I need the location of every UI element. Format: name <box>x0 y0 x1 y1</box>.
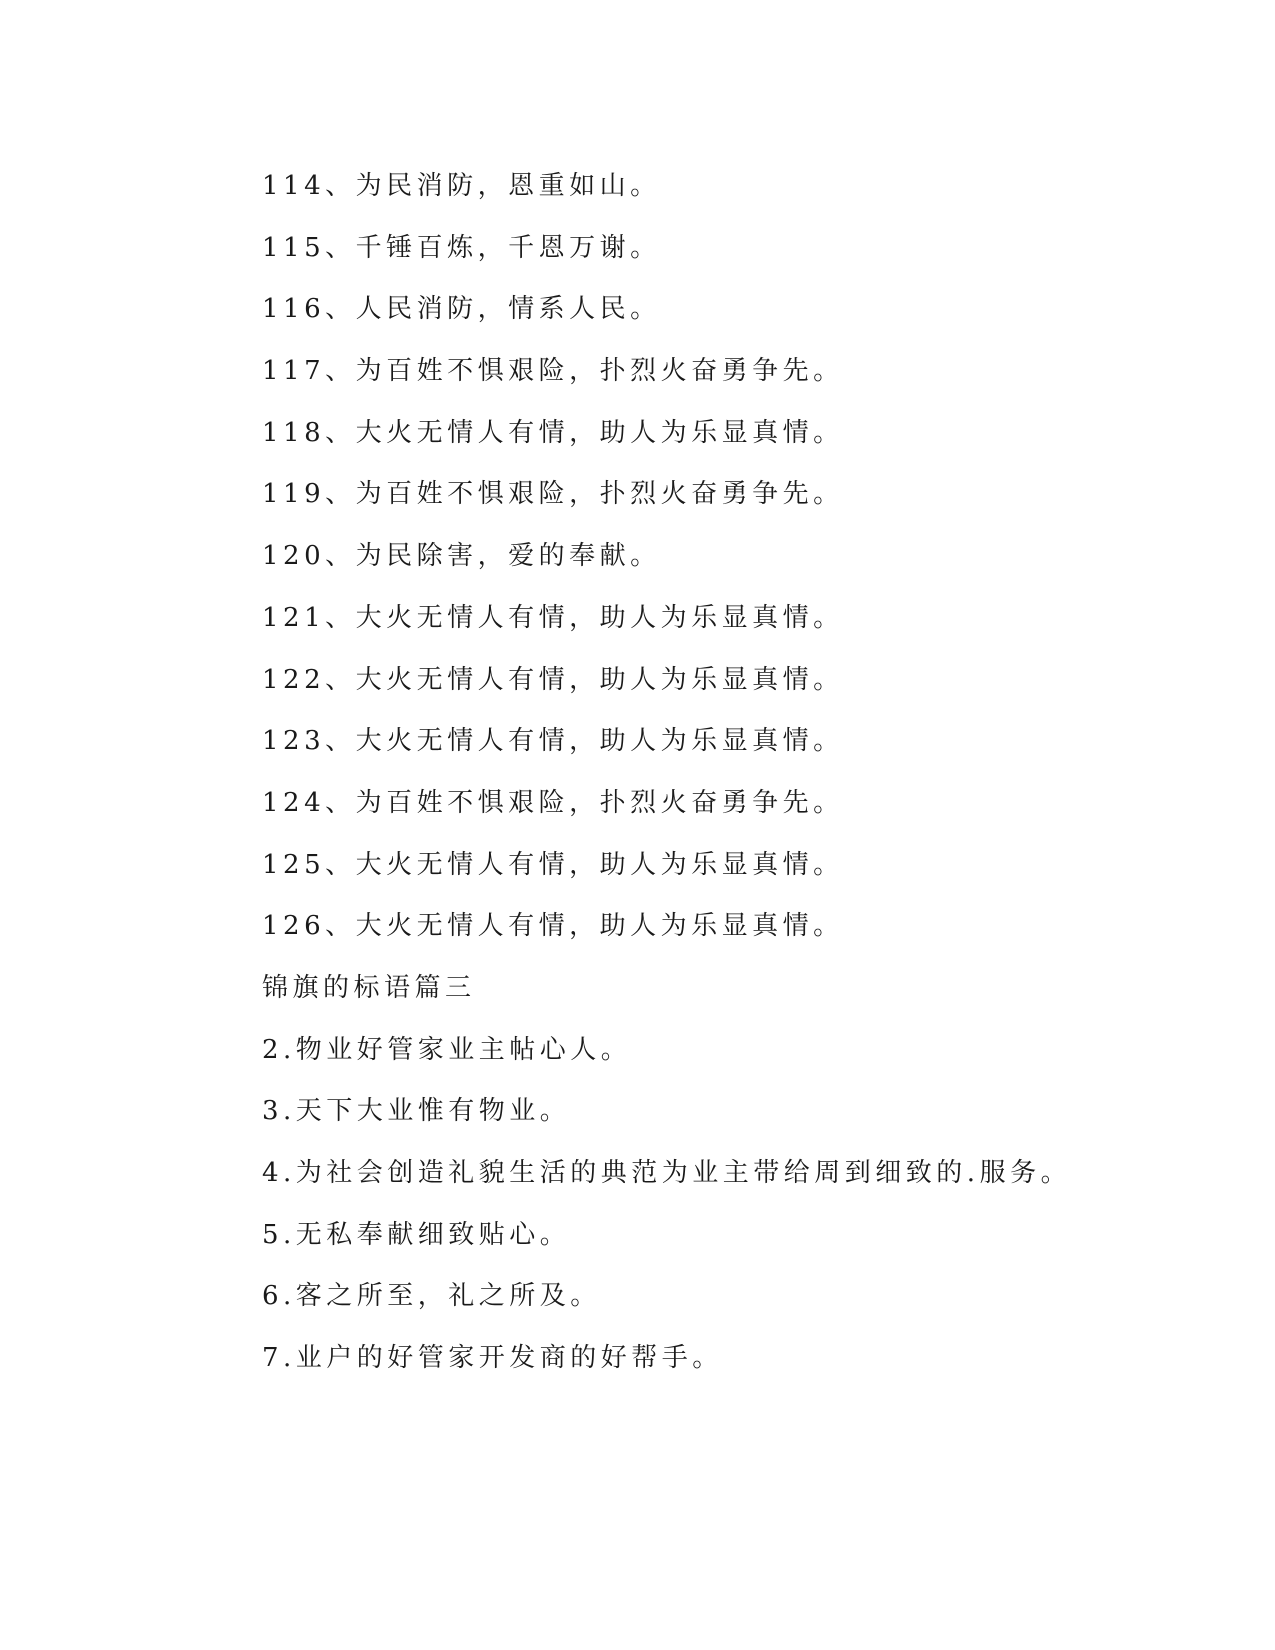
slogan-line-126: 126、大火无情人有情，助人为乐显真情。 <box>262 911 844 942</box>
slogan-line-3: 3.天下大业惟有物业。 <box>262 1096 571 1127</box>
slogan-line-119: 119、为百姓不惧艰险，扑烈火奋勇争先。 <box>262 479 844 510</box>
slogan-line-4: 4.为社会创造礼貌生活的典范为业主带给周到细致的.服务。 <box>262 1158 1072 1188</box>
section-heading: 锦旗的标语篇三 <box>262 972 476 1003</box>
slogan-line-6: 6.客之所至，礼之所及。 <box>262 1281 601 1312</box>
slogan-line-7: 7.业户的好管家开发商的好帮手。 <box>262 1343 723 1374</box>
slogan-line-115: 115、千锤百炼，千恩万谢。 <box>262 232 661 263</box>
slogan-line-125: 125、大火无情人有情，助人为乐显真情。 <box>262 849 844 880</box>
slogan-line-122: 122、大火无情人有情，助人为乐显真情。 <box>262 664 844 695</box>
slogan-line-114: 114、为民消防，恩重如山。 <box>262 171 661 201</box>
slogan-line-124: 124、为百姓不惧艰险，扑烈火奋勇争先。 <box>262 787 844 818</box>
slogan-line-120: 120、为民除害，爱的奉献。 <box>262 541 661 572</box>
slogan-line-117: 117、为百姓不惧艰险，扑烈火奋勇争先。 <box>262 356 844 387</box>
slogan-line-116: 116、人民消防，情系人民。 <box>262 294 661 325</box>
slogan-line-123: 123、大火无情人有情，助人为乐显真情。 <box>262 726 844 757</box>
slogan-line-2: 2.物业好管家业主帖心人。 <box>262 1034 632 1065</box>
slogan-line-121: 121、大火无情人有情，助人为乐显真情。 <box>262 602 844 633</box>
slogan-line-118: 118、大火无情人有情，助人为乐显真情。 <box>262 417 844 448</box>
slogan-line-5: 5.无私奉献细致贴心。 <box>262 1219 571 1250</box>
document-body <box>262 166 1162 1400</box>
